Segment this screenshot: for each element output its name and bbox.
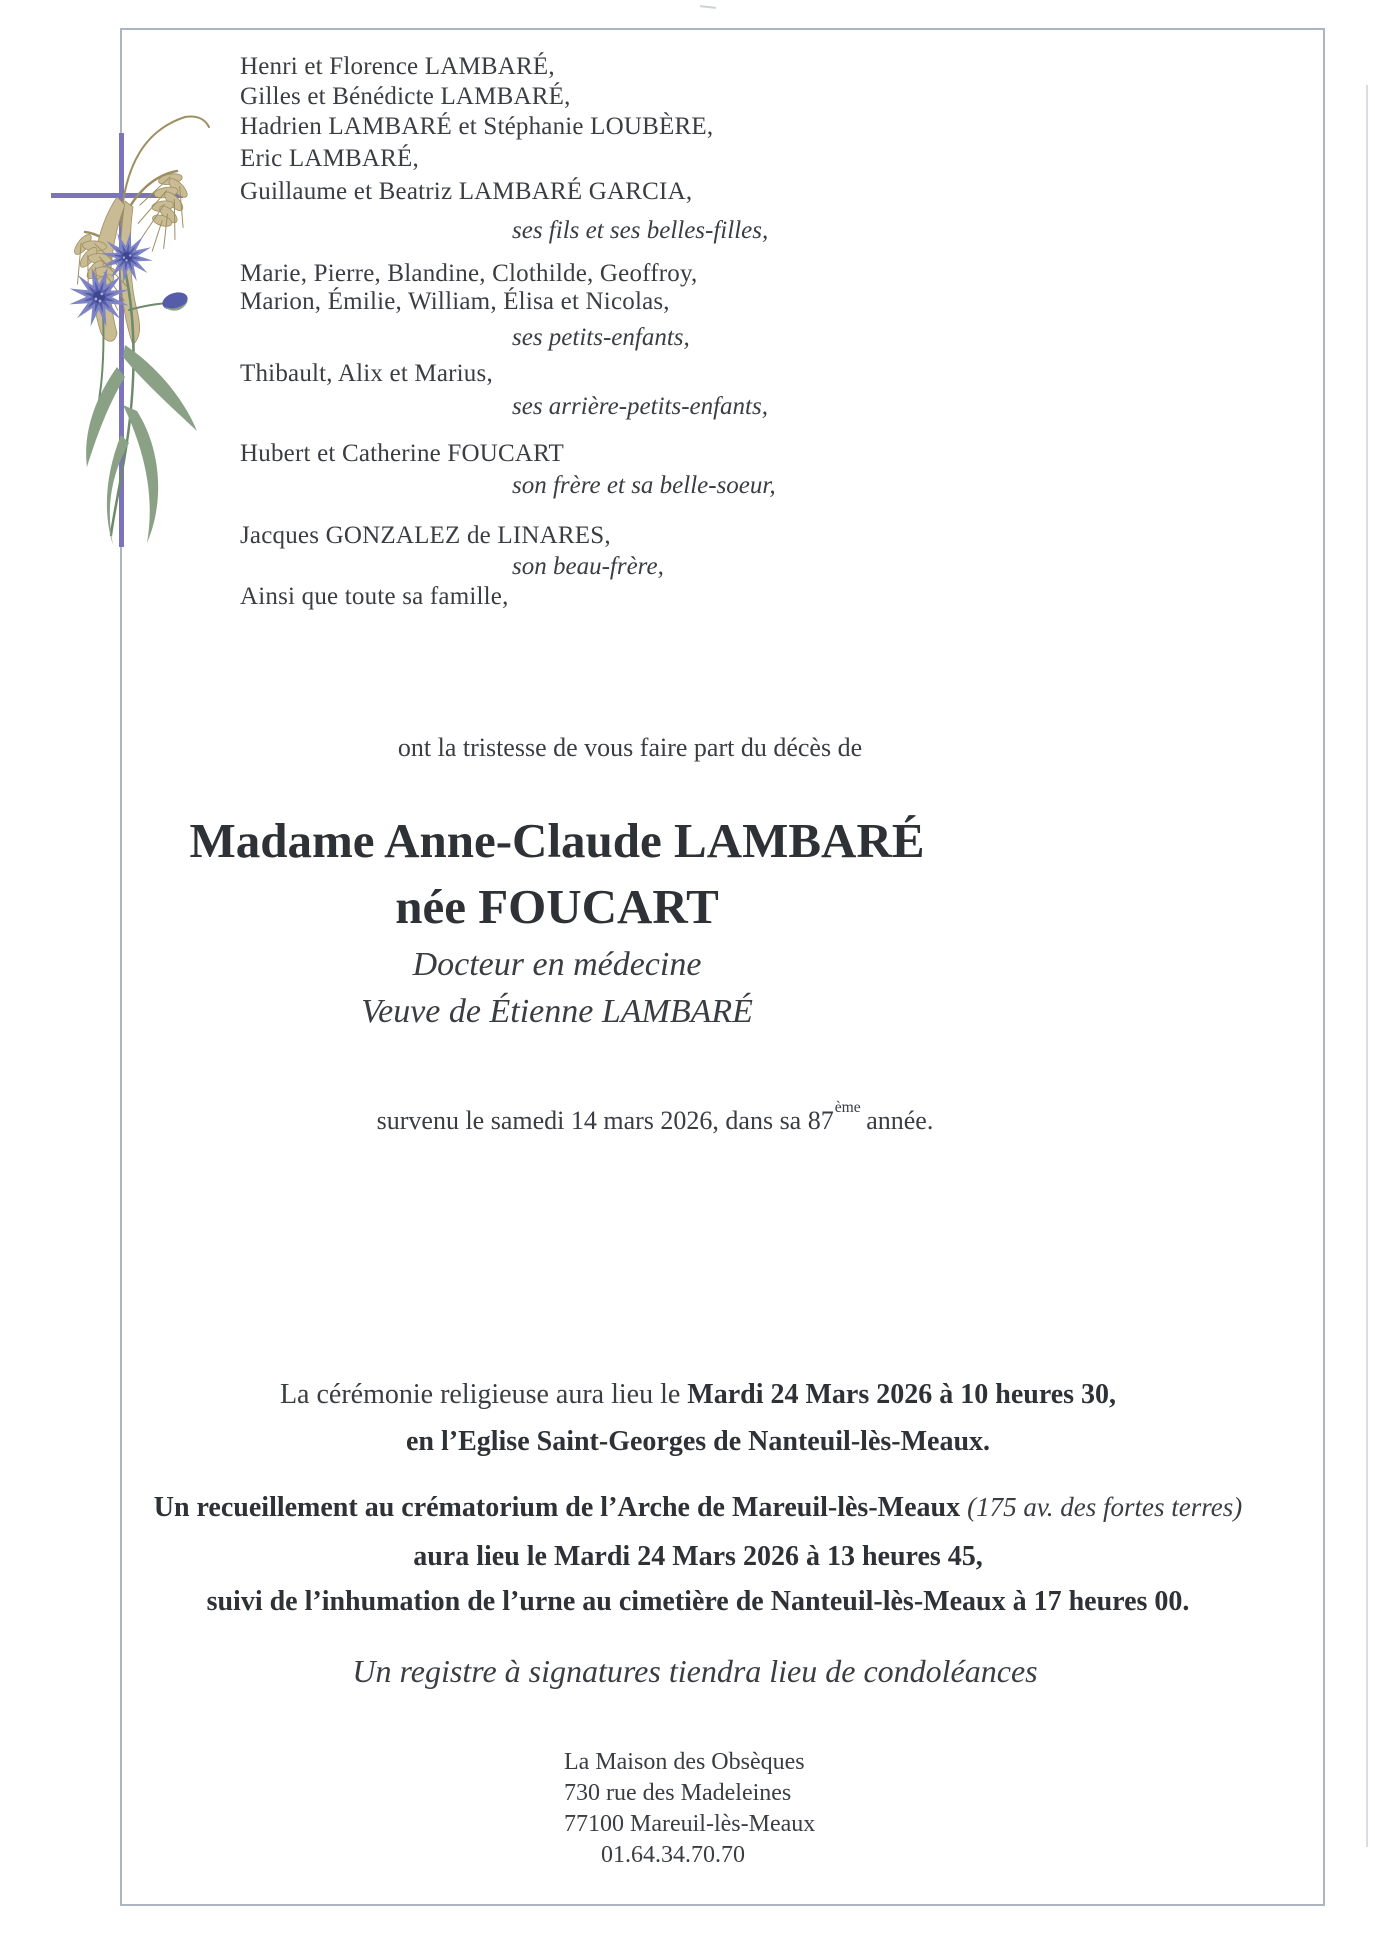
crematorium-text: Un recueillement au crématorium de l’Arche de Mareuil-lès-Meaux <box>153 1492 968 1523</box>
family-line: Eric LAMBARÉ, <box>240 145 419 172</box>
family-line: Thibault, Alix et Marius, <box>240 360 493 387</box>
deceased-name: Madame Anne-Claude LAMBARÉ <box>189 813 925 868</box>
scan-artifact <box>700 5 716 9</box>
death-date-suffix: année. <box>859 1106 934 1135</box>
family-line: Hadrien LAMBARÉ et Stéphanie LOUBÈRE, <box>240 113 714 140</box>
family-line: Gilles et Bénédicte LAMBARÉ, <box>240 83 571 110</box>
relation-caption: ses fils et ses belles-filles, <box>512 217 769 244</box>
family-line: Marion, Émilie, William, Élisa et Nicolas, <box>240 288 670 315</box>
church-name: en l’Eglise Saint-Georges de Nanteuil-lès-Meaux. <box>405 1426 991 1457</box>
deceased-widow-line: Veuve de Étienne LAMBARÉ <box>361 993 753 1030</box>
family-line: Jacques GONZALEZ de LINARES, <box>240 522 611 549</box>
ceremony-intro: La cérémonie religieuse aura lieu le <box>279 1379 688 1410</box>
relation-caption: son beau-frère, <box>512 553 664 580</box>
condolence-register-note: Un registre à signatures tiendra lieu de condoléances <box>352 1653 1038 1689</box>
ceremony-datetime: Mardi 24 Mars 2026 à 10 heures 30, <box>687 1379 1117 1410</box>
relation-caption: son frère et sa belle-soeur, <box>512 472 776 499</box>
death-date-text: survenu le samedi 14 mars 2026, dans sa 87 <box>376 1106 834 1135</box>
funeral-home-phone: 01.64.34.70.70 <box>601 1842 745 1868</box>
relation-caption: ses petits-enfants, <box>512 324 690 351</box>
relation-caption: ses arrière-petits-enfants, <box>512 393 768 420</box>
deceased-profession: Docteur en médecine <box>412 946 702 983</box>
family-line: Guillaume et Beatriz LAMBARÉ GARCIA, <box>240 178 693 205</box>
ceremony-line-church <box>120 1426 1276 1458</box>
death-date-line <box>120 1098 1190 1136</box>
cross-wheat-cornflower-illustration <box>25 105 255 585</box>
family-line: Ainsi que toute sa famille, <box>240 583 509 610</box>
deceased-maiden-name: née FOUCART <box>395 879 719 934</box>
ceremony-line-crematorium <box>120 1492 1276 1524</box>
ceremony-line-crematorium-time <box>120 1541 1276 1573</box>
ordinal-superscript: ème <box>834 1098 861 1116</box>
announcement-line: ont la tristesse de vous faire part du décès de <box>397 733 863 762</box>
ceremony-line-religious <box>120 1379 1276 1411</box>
scan-edge-line <box>1366 85 1368 1847</box>
cornflower-bud <box>160 289 190 314</box>
ceremony-line-burial <box>120 1586 1276 1618</box>
funeral-home-city: 77100 Mareuil-lès-Meaux <box>564 1811 816 1837</box>
family-line: Henri et Florence LAMBARÉ, <box>240 53 555 80</box>
family-line: Marie, Pierre, Blandine, Clothilde, Geoffroy, <box>240 260 698 287</box>
crematorium-address-note: (175 av. des fortes terres) <box>967 1492 1243 1522</box>
burial-text: suivi de l’inhumation de l’urne au cimetière de Nanteuil-lès-Meaux à 17 heures 00. <box>206 1586 1190 1617</box>
funeral-home-name: La Maison des Obsèques <box>564 1749 805 1775</box>
crematorium-datetime: aura lieu le Mardi 24 Mars 2026 à 13 heures 45, <box>413 1541 983 1572</box>
funeral-home-street: 730 rue des Madeleines <box>564 1780 792 1806</box>
family-line: Hubert et Catherine FOUCART <box>240 440 564 467</box>
funeral-home-block <box>564 1747 815 1871</box>
